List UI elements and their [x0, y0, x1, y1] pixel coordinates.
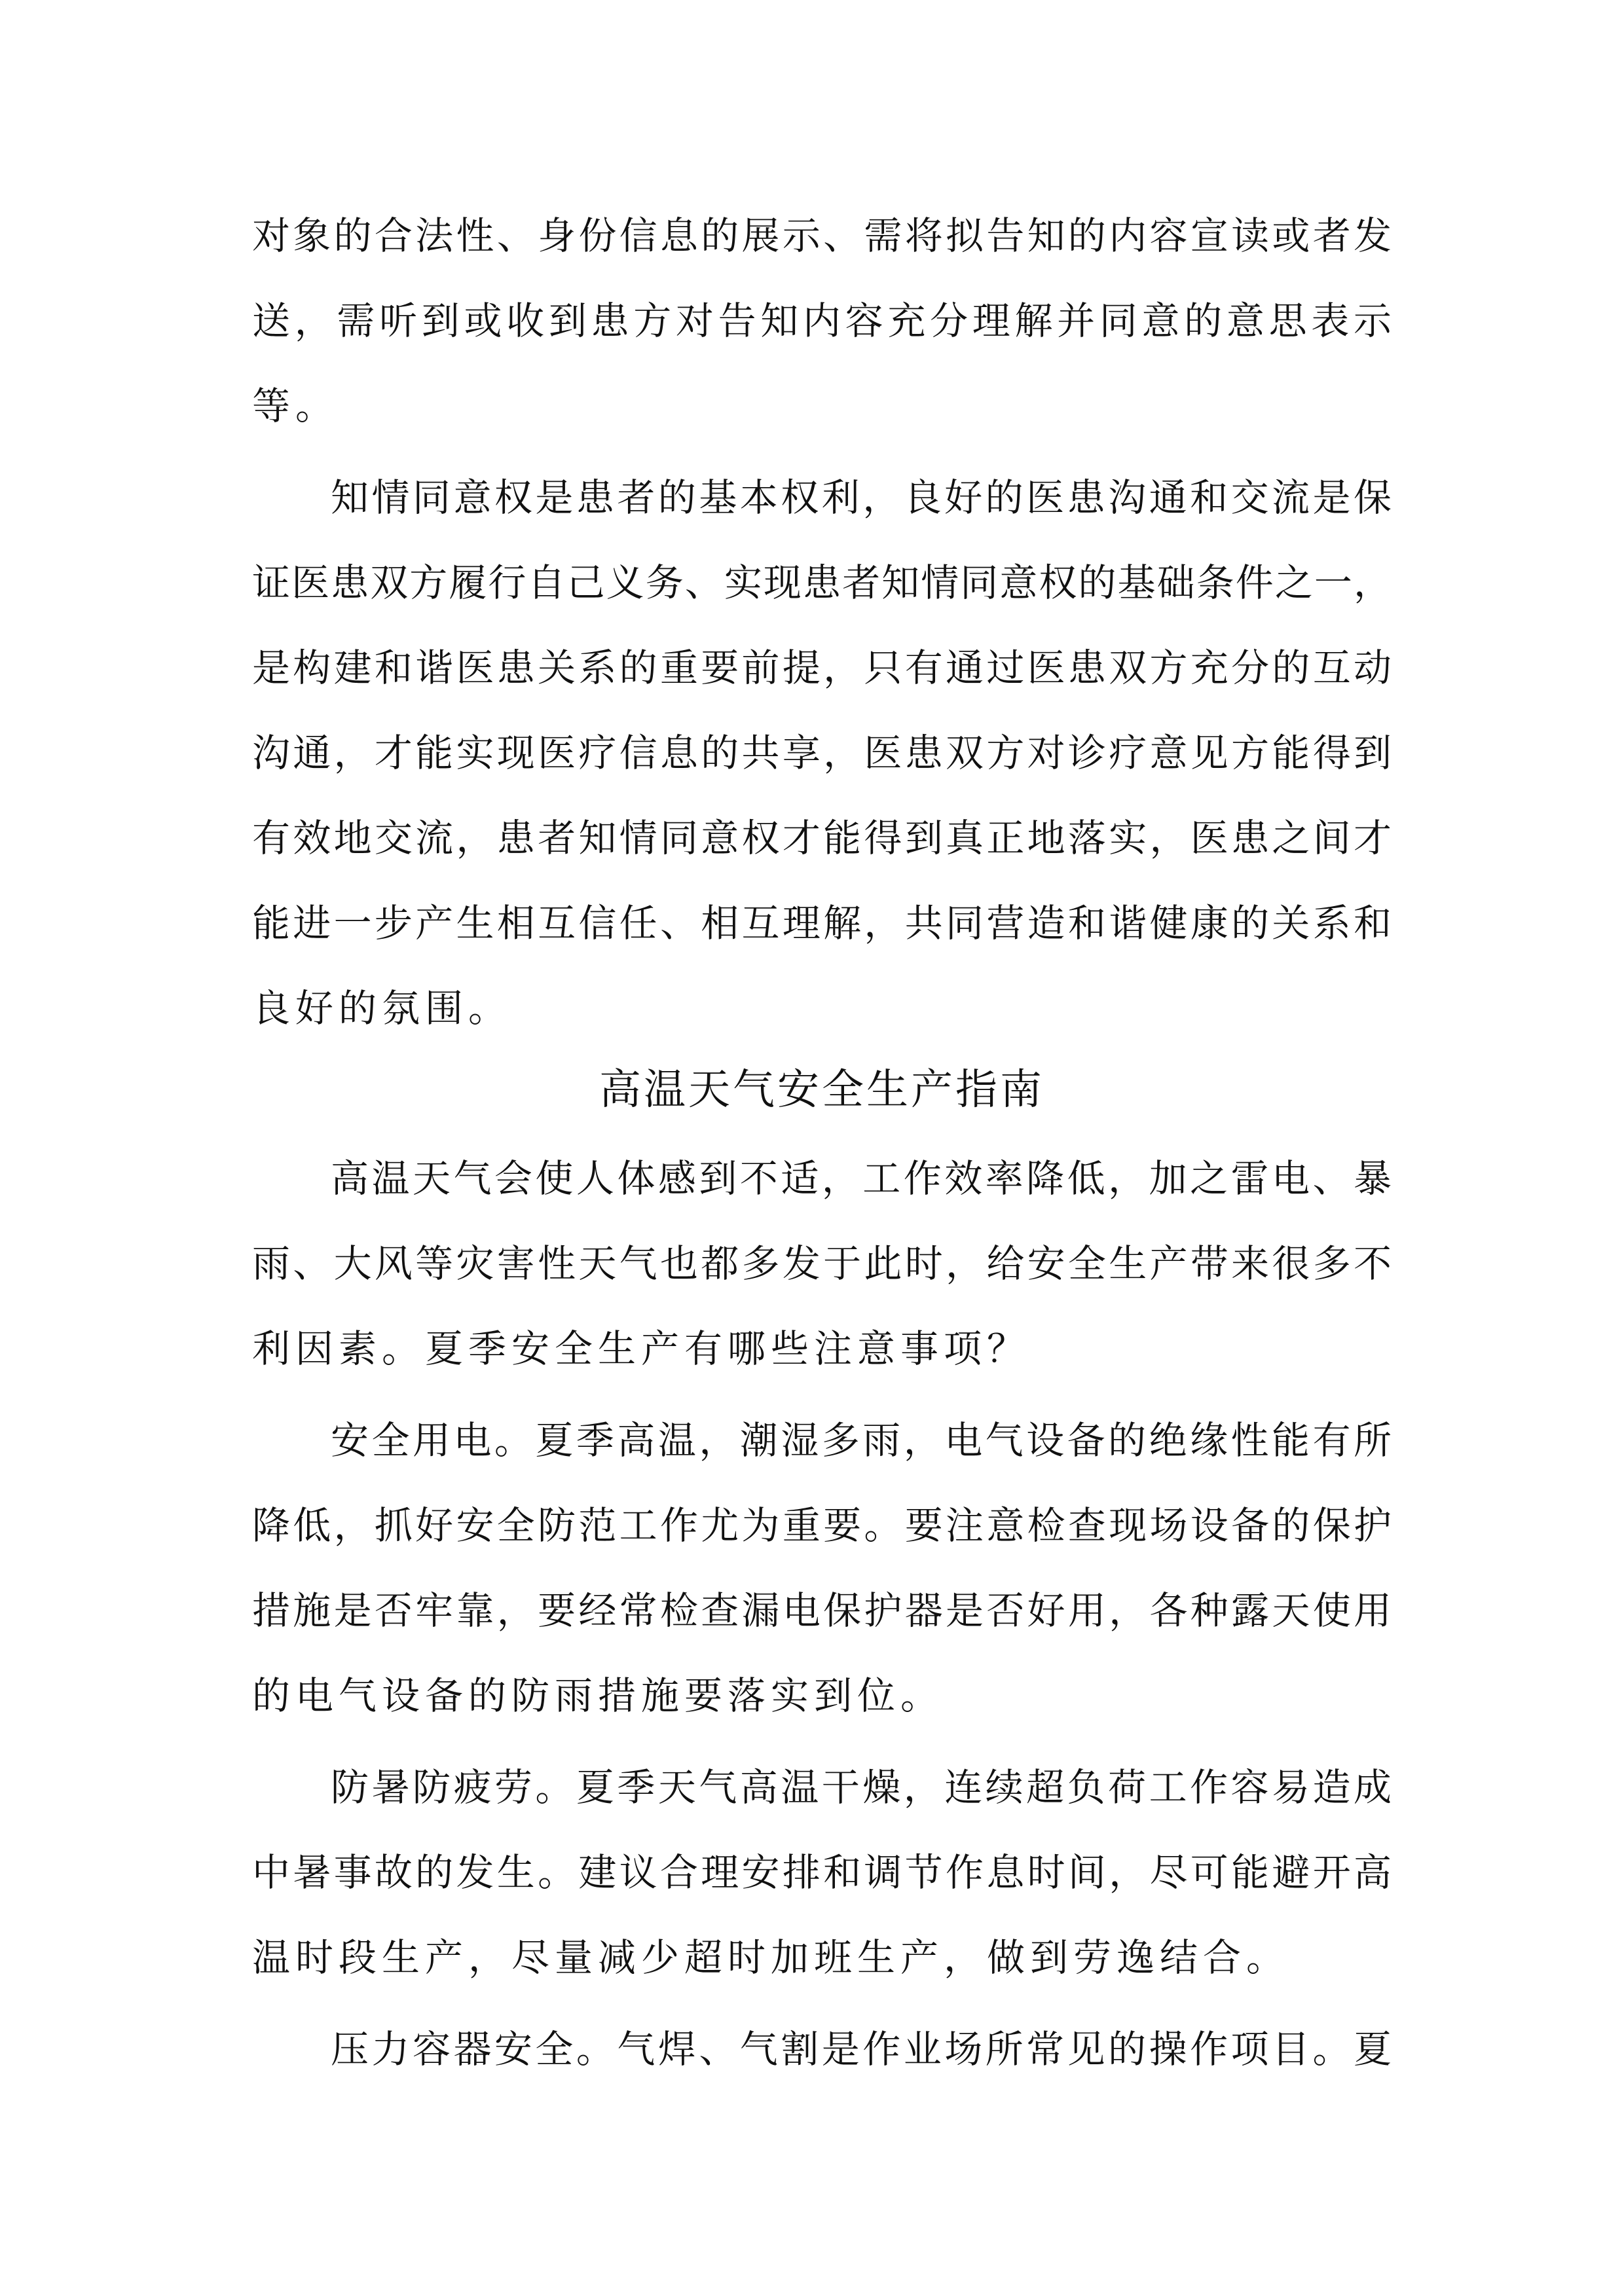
paragraph-line: 沟通，才能实现医疗信息的共享，医患双方对诊疗意见方能得到	[252, 731, 1392, 775]
paragraph-line: 温时段生产，尽量减少超时加班生产，做到劳逸结合。	[252, 1935, 1290, 1980]
paragraph-line: 的电气设备的防雨措施要落实到位。	[252, 1673, 944, 1718]
paragraph-line: 利因素。夏季安全生产有哪些注意事项？	[252, 1326, 1031, 1371]
paragraph-line: 知情同意权是患者的基本权利，良好的医患沟通和交流是保	[331, 475, 1392, 520]
paragraph-line: 高温天气会使人体感到不适，工作效率降低，加之雷电、暴	[331, 1156, 1392, 1201]
paragraph-line: 有效地交流，患者知情同意权才能得到真正地落实，医患之间才	[252, 816, 1392, 860]
paragraph-line: 送，需听到或收到患方对告知内容充分理解并同意的意思表示	[252, 299, 1392, 343]
section-heading: 高温天气安全生产指南	[599, 1066, 1044, 1114]
paragraph-line: 证医患双方履行自己义务、实现患者知情同意权的基础条件之一，	[252, 560, 1392, 605]
paragraph-line: 对象的合法性、身份信息的展示、需将拟告知的内容宣读或者发	[252, 213, 1392, 258]
paragraph-line: 雨、大风等灾害性天气也都多发于此时，给安全生产带来很多不	[252, 1241, 1392, 1286]
paragraph-line: 安全用电。夏季高温，潮湿多雨，电气设备的绝缘性能有所	[331, 1418, 1392, 1463]
paragraph-line: 降低，抓好安全防范工作尤为重要。要注意检查现场设备的保护	[252, 1503, 1392, 1548]
paragraph-line: 防暑防疲劳。夏季天气高温干燥，连续超负荷工作容易造成	[331, 1765, 1392, 1810]
paragraph-line: 等。	[252, 384, 339, 428]
paragraph-line: 压力容器安全。气焊、气割是作业场所常见的操作项目。夏	[331, 2027, 1392, 2071]
paragraph-line: 是构建和谐医患关系的重要前提，只有通过医患双方充分的互动	[252, 646, 1392, 690]
paragraph-line: 中暑事故的发生。建议合理安排和调节作息时间，尽可能避开高	[252, 1850, 1392, 1895]
paragraph-line: 良好的氛围。	[252, 986, 512, 1030]
paragraph-line: 措施是否牢靠，要经常检查漏电保护器是否好用，各种露天使用	[252, 1588, 1392, 1633]
paragraph-line: 能进一步产生相互信任、相互理解，共同营造和谐健康的关系和	[252, 901, 1392, 945]
